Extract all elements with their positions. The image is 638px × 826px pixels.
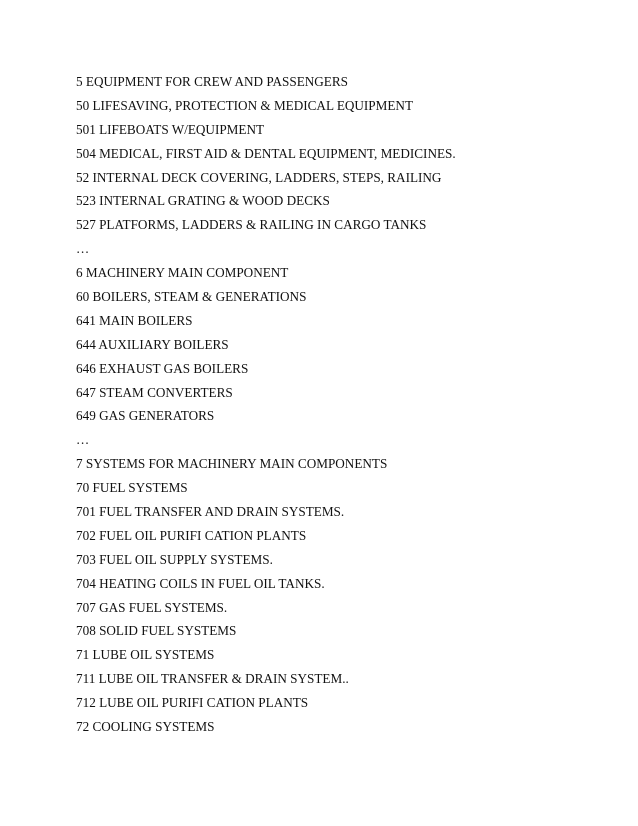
list-line: 52 INTERNAL DECK COVERING, LADDERS, STEPS, RAILING [76, 169, 442, 185]
list-line: 7 SYSTEMS FOR MACHINERY MAIN COMPONENTS [76, 456, 388, 472]
list-line: 50 LIFESAVING, PROTECTION & MEDICAL EQUIPMENT [76, 97, 414, 113]
list-line: 711 LUBE OIL TRANSFER & DRAIN SYSTEM.. [76, 671, 349, 687]
list-line: 646 EXHAUST GAS BOILERS [76, 360, 249, 376]
list-line: 501 LIFEBOATS W/EQUIPMENT [76, 121, 265, 137]
list-line: 707 GAS FUEL SYSTEMS. [76, 599, 228, 615]
list-line: 70 FUEL SYSTEMS [76, 480, 188, 496]
ellipsis-line: … [76, 432, 90, 448]
list-line: 704 HEATING COILS IN FUEL OIL TANKS. [76, 575, 325, 591]
list-line: 701 FUEL TRANSFER AND DRAIN SYSTEMS. [76, 504, 345, 520]
list-line: 72 COOLING SYSTEMS [76, 719, 215, 735]
list-line: 641 MAIN BOILERS [76, 312, 193, 328]
list-line: 6 MACHINERY MAIN COMPONENT [76, 265, 289, 281]
list-line: 703 FUEL OIL SUPPLY SYSTEMS. [76, 551, 273, 567]
list-line: 523 INTERNAL GRATING & WOOD DECKS [76, 193, 330, 209]
list-line: 649 GAS GENERATORS [76, 408, 215, 424]
list-line: 5 EQUIPMENT FOR CREW AND PASSENGERS [76, 74, 348, 89]
equipment-code-list [76, 73, 456, 742]
list-line: 712 LUBE OIL PURIFI CATION PLANTS [76, 695, 309, 711]
list-line: 702 FUEL OIL PURIFI CATION PLANTS [76, 527, 307, 543]
list-line: 644 AUXILIARY BOILERS [76, 336, 229, 352]
list-line: 708 SOLID FUEL SYSTEMS [76, 623, 237, 639]
list-line: 504 MEDICAL, FIRST AID & DENTAL EQUIPMENT, MEDICINES. [76, 145, 456, 161]
list-line: 527 PLATFORMS, LADDERS & RAILING IN CARGO TANKS [76, 217, 427, 233]
list-line: 60 BOILERS, STEAM & GENERATIONS [76, 289, 307, 305]
list-line: 647 STEAM CONVERTERS [76, 384, 233, 400]
ellipsis-line: … [76, 241, 90, 257]
list-line: 71 LUBE OIL SYSTEMS [76, 647, 215, 663]
